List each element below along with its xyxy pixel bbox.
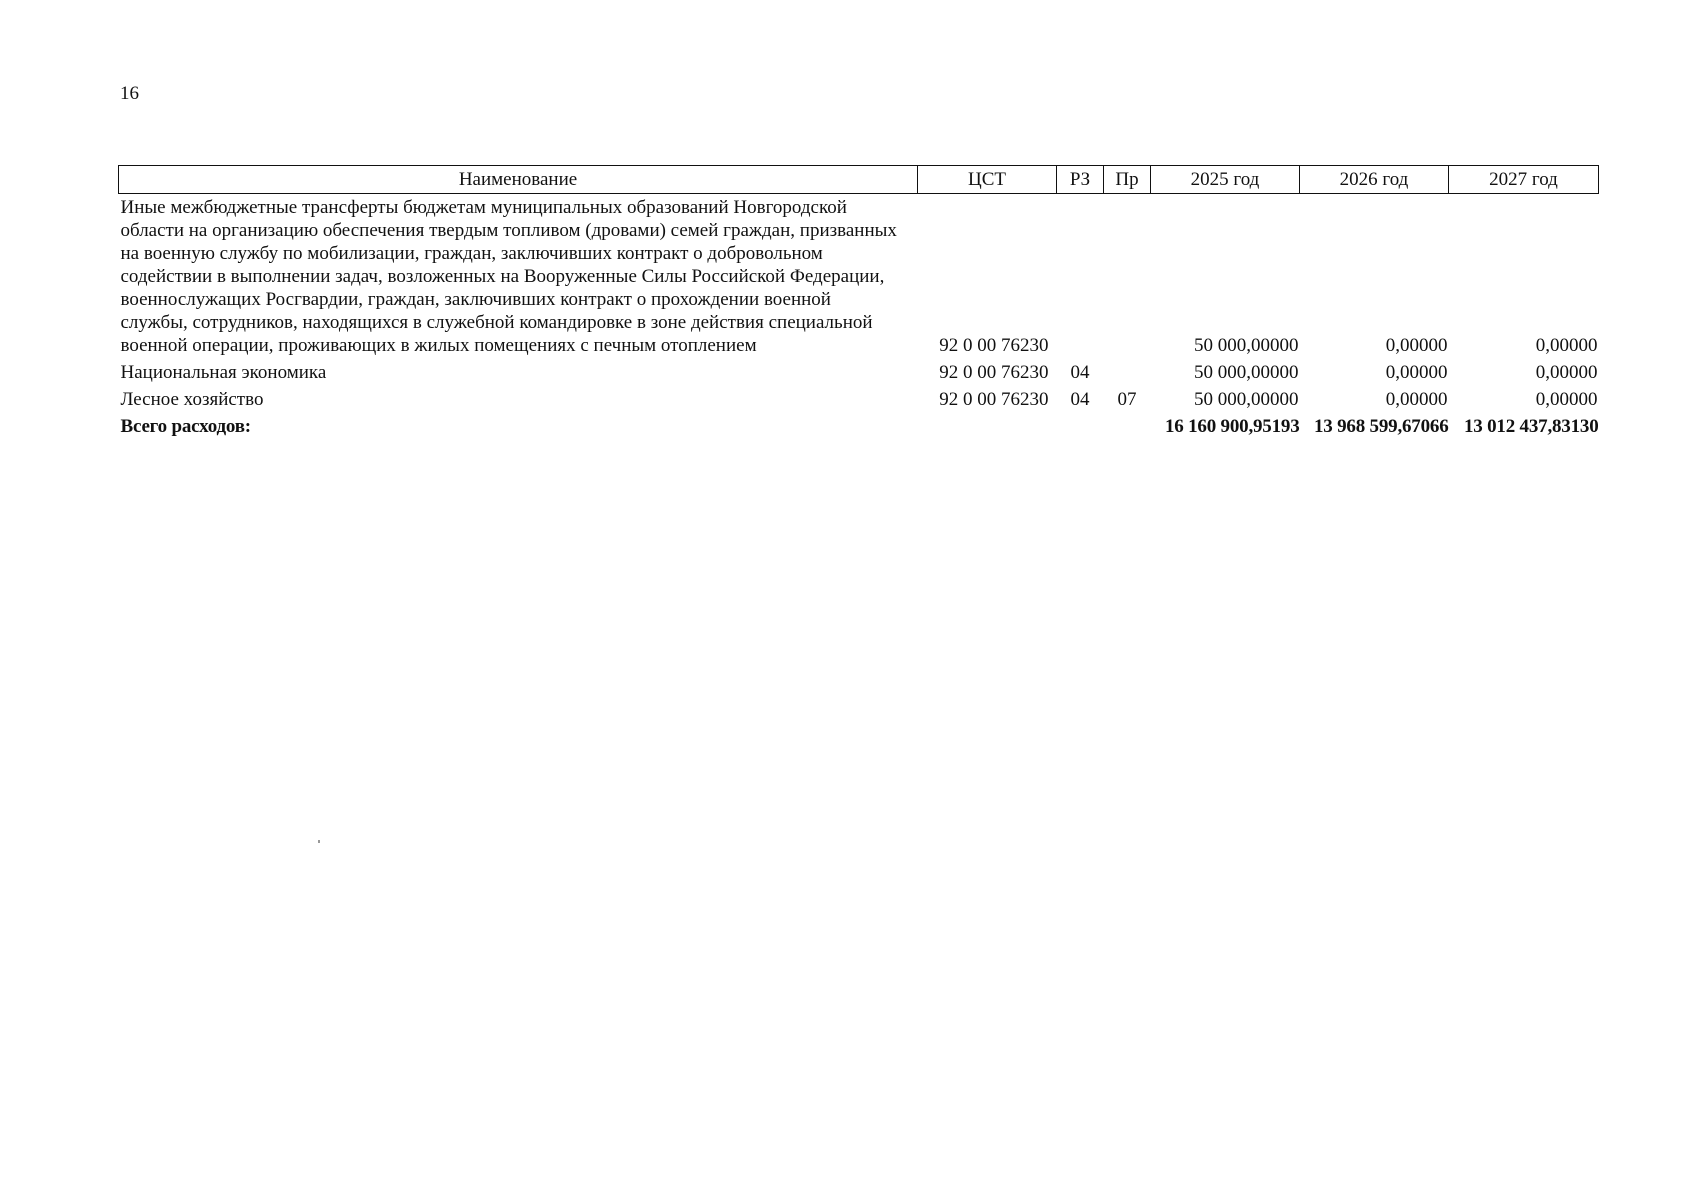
header-pr: Пр [1104,166,1151,194]
row-rz [1057,194,1104,360]
row-cst: 92 0 00 76230 [939,389,1049,410]
table-row [119,359,1599,386]
total-2026: 13 968 599,67066 [1313,416,1449,437]
header-name: Наименование [119,166,918,194]
row-cst: 92 0 00 76230 [939,335,1049,356]
row-pr: 07 [1117,389,1137,410]
row-pr [1104,359,1151,386]
table-header-row [119,166,1599,194]
row-2026: 0,00000 [1385,362,1448,383]
header-2026: 2026 год [1300,166,1449,194]
row-2026: 0,00000 [1385,335,1448,356]
row-2026: 0,00000 [1385,389,1448,410]
row-rz: 04 [1070,362,1090,383]
budget-table [118,165,1599,440]
header-rz: РЗ [1057,166,1104,194]
table-row [119,194,1599,360]
row-cst: 92 0 00 76230 [939,362,1049,383]
row-2025: 50 000,00000 [1194,335,1299,356]
row-name: Лесное хозяйство [120,389,264,410]
total-rz-empty [1057,413,1104,440]
page-number: 16 [120,83,139,104]
total-row [119,413,1599,440]
total-cst-empty [918,413,1057,440]
header-cst: ЦСТ [918,166,1057,194]
total-pr-empty [1104,413,1151,440]
row-2025: 50 000,00000 [1194,362,1299,383]
row-rz: 04 [1070,389,1090,410]
row-name: Национальная экономика [120,362,327,383]
header-2027: 2027 год [1449,166,1599,194]
header-2025: 2025 год [1151,166,1300,194]
total-2027: 13 012 437,83130 [1463,416,1599,437]
scan-speck [318,840,320,843]
table-row [119,386,1599,413]
row-2027: 0,00000 [1535,389,1598,410]
row-name: Иные межбюджетные трансферты бюджетам муниципальных образований Новгородской области на организацию обеспечения твердым топливом (дровами) семей граждан, призванных на военную службу по мобилизации, граждан, заключивших контракт о добровольном содействии в выполнении задач, возложенных на Вооруженные Силы Российской Федерации, военнослужащих Росгвардии, граждан, заключивших контракт о прохождении военной службы, сотрудников, находящихся в служебной командировке в зоне действия специальной военной операции, проживающих в жилых помещениях с печным отоплением [120,197,897,356]
row-pr [1104,194,1151,360]
row-2027: 0,00000 [1535,335,1598,356]
total-label: Всего расходов: [120,416,251,437]
row-2027: 0,00000 [1535,362,1598,383]
row-2025: 50 000,00000 [1194,389,1299,410]
total-2025: 16 160 900,95193 [1164,416,1300,437]
